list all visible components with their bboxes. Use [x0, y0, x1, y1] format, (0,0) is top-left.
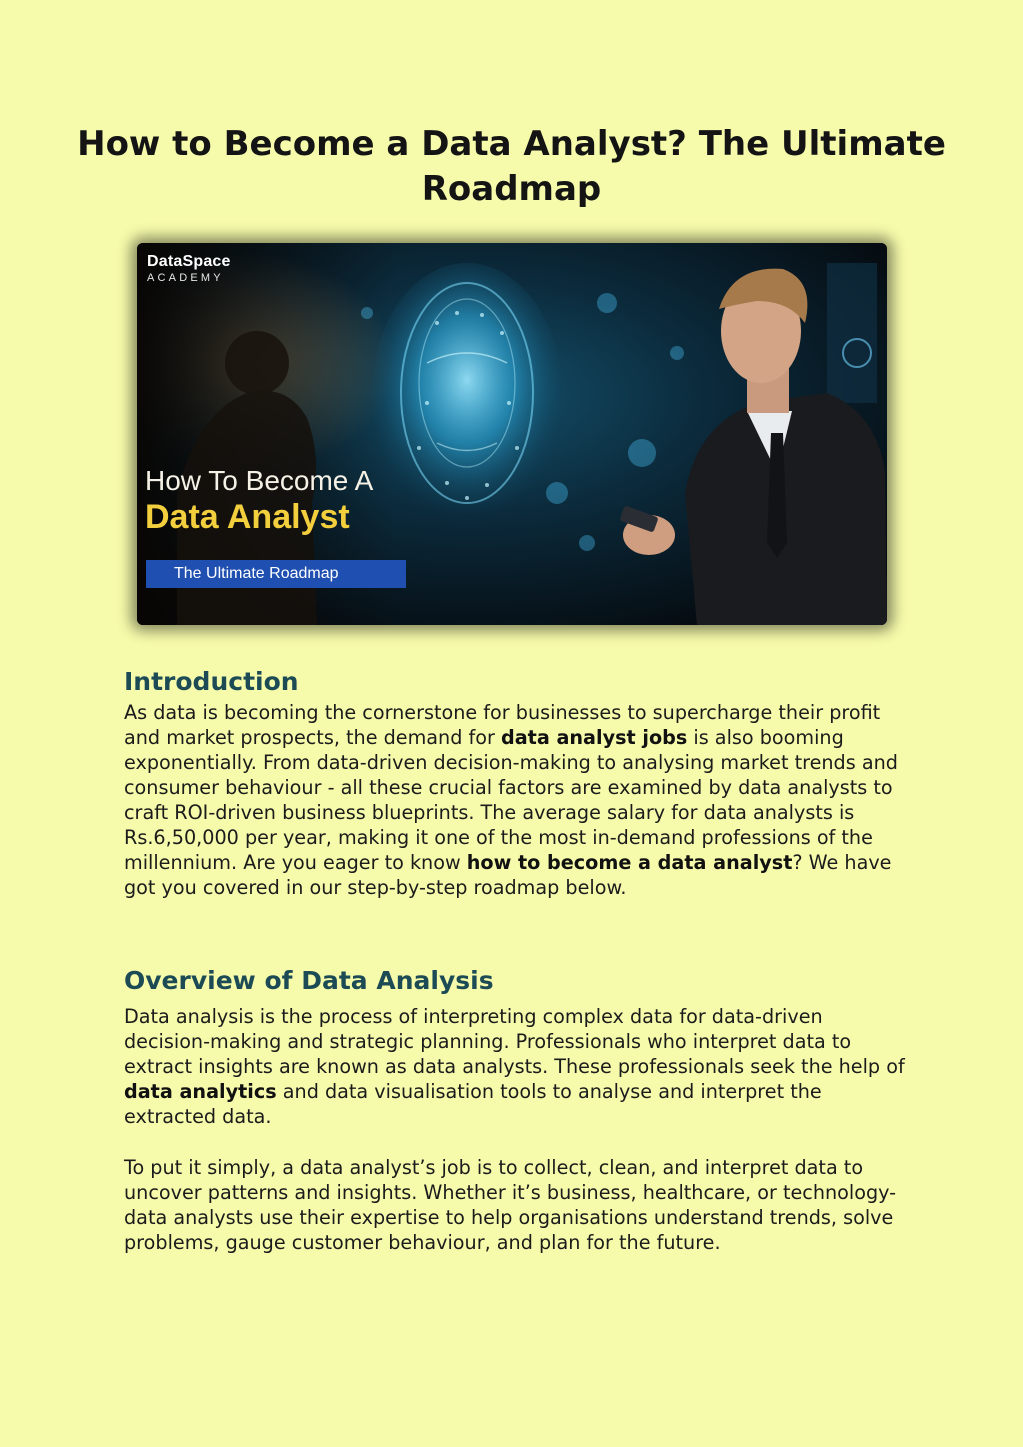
overview-text-1: Data analysis is the process of interpreting complex data for data-driven decision-making and strategic planning. Professionals who interpret data to extract insights are known as data analysts. These professionals seek the help of [124, 1005, 905, 1078]
overview-text-2: and data visualisation tools to analyse and interpret the extracted data. [124, 1080, 822, 1128]
introduction-paragraph [124, 700, 914, 900]
hero-headline-line2: Data Analyst [145, 498, 350, 536]
overview-paragraph-1 [124, 1004, 914, 1129]
hero-tagline-banner: The Ultimate Roadmap [146, 560, 406, 588]
overview-paragraph-2: To put it simply, a data analyst’s job is to collect, clean, and interpret data to uncover patterns and insights. Whether it’s business, healthcare, or technology- data analysts use their expertise to help organisations understand trends, solve problems, gauge customer behaviour, and plan for the future. [124, 1156, 897, 1254]
brand-logo-name: DataSpace [147, 253, 231, 270]
intro-text-3: ? We have got you covered in our step-by-step roadmap below. [124, 851, 892, 899]
data-analytics-bold: data analytics [124, 1080, 277, 1103]
hero-image [137, 243, 887, 625]
introduction-heading: Introduction [124, 667, 299, 696]
how-to-become-bold: how to become a data analyst [466, 851, 793, 874]
page-title: How to Become a Data Analyst? The Ultimate Roadmap [77, 124, 946, 209]
overview-heading: Overview of Data Analysis [124, 966, 494, 995]
brand-logo-subtitle: ACADEMY [147, 272, 224, 284]
intro-text-1: As data is becoming the cornerstone for businesses to supercharge their profit and market prospects, the demand for [124, 701, 881, 749]
intro-text-2: is also booming exponentially. From data-driven decision-making to analysing market trends and consumer behaviour - all these crucial factors are examined by data analysts to craft ROI-driven business blueprints. The average salary for data analysts is Rs.6,50,000 per year, making it one of the most in-demand professions of the millennium. Are you eager to know [124, 726, 898, 874]
data-analyst-jobs-bold: data analyst jobs [500, 726, 688, 749]
hero-headline-line1: How To Become A [145, 465, 374, 496]
